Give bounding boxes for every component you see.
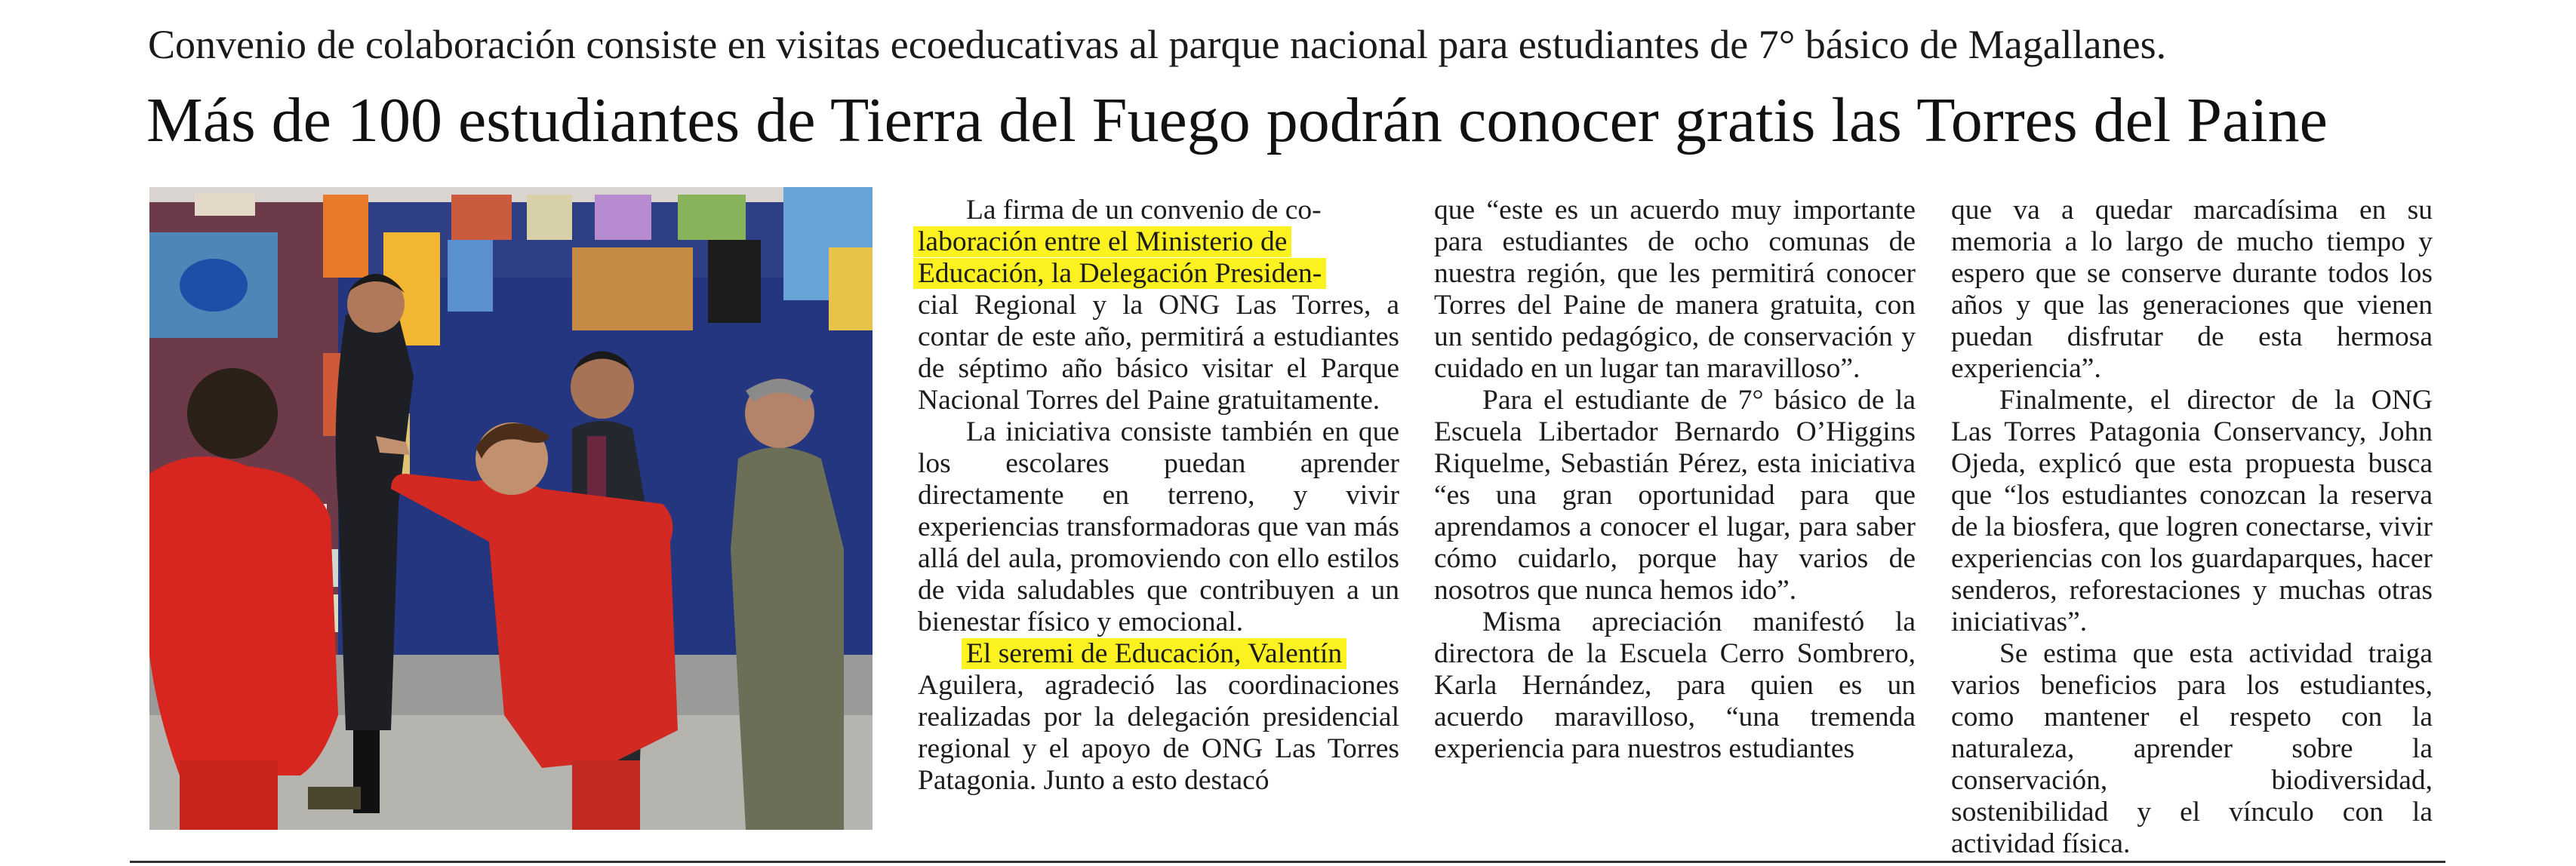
article-column-1 (918, 195, 1399, 797)
article-subheadline: Convenio de colaboración consiste en visitas ecoeducativas al parque nacional para estudiantes de 7° básico de Magallanes. (148, 22, 2167, 67)
bottom-rule (130, 861, 2445, 863)
paragraph: que va a quedar marcadísima en su memoria a lo largo de mucho tiempo y espero que se conserve durante todos los años y que las generaciones que vienen puedan disfrutar de esta hermosa experiencia”. (1951, 195, 2433, 384)
paragraph-text: La firma de un convenio de co- (966, 195, 1322, 226)
article-headline: Más de 100 estudiantes de Tierra del Fuego podrán conocer gratis las Torres del Paine (146, 85, 2328, 155)
paragraph (918, 195, 1399, 416)
paragraph-text: Aguilera, agradeció las coordinaciones realizadas por la delegación presidencial regional y el apoyo de ONG Las Torres Patagonia. Junto a esto destacó (918, 670, 1399, 796)
article-column-3 (1951, 195, 2433, 860)
paragraph: Se estima que esta actividad traiga varios beneficios para los estudiantes, como mantener el respeto con la naturaleza, aprender sobre la conservación, biodiversidad, sostenibilidad y el vínculo con la actividad física. (1951, 638, 2433, 859)
paragraph: Misma apreciación manifestó la directora de la Escuela Cerro Sombrero, Karla Hernández, para quien es un acuerdo maravilloso, “una tremenda experiencia para nuestros estudiantes (1434, 607, 1916, 764)
article-column-2 (1434, 195, 1916, 765)
highlighted-text: Educación, la Delegación Presiden- (918, 258, 1322, 289)
article-photo (149, 187, 873, 830)
paragraph: que “este es un acuerdo muy importante para estudiantes de ocho comunas de nuestra región, que les permitirá conocer Torres del Paine de manera gratuita, con un sentido pedagógico, de conservación y cuidado en un lugar tan maravilloso”. (1434, 195, 1916, 384)
paragraph: La iniciativa consiste también en que los escolares puedan aprender directamente en terreno, y vivir experiencias transformadoras que van más allá del aula, promoviendo con ello estilos de vida saludables que contribuyen a un bienestar físico y emocional. (918, 416, 1399, 637)
highlighted-text: El seremi de Educación, Valentín (966, 638, 1343, 669)
paragraph-text: cial Regional y la ONG Las Torres, a contar de este año, permitirá a estudiantes de séptimo año básico visitar el Parque Nacional Torres del Paine gratuitamente. (918, 290, 1399, 416)
paragraph: Finalmente, el director de la ONG Las Torres Patagonia Conservancy, John Ojeda, explicó que esta propuesta busca que “los estudiantes conozcan la reserva de la biosfera, que logren conectarse, vivir experiencias con los guardaparques, hacer senderos, reforestaciones y muchas otras iniciativas”. (1951, 385, 2433, 637)
paragraph (918, 638, 1399, 797)
paragraph: Para el estudiante de 7° básico de la Escuela Libertador Bernardo O’Higgins Riquelme, Sebastián Pérez, esta iniciativa “es una gran oportunidad para que aprendamos a conocer el lugar, para saber cómo cuidarlo, porque hay varios de nosotros que nunca hemos ido”. (1434, 385, 1916, 606)
highlighted-text: laboración entre el Ministerio de (918, 226, 1288, 257)
